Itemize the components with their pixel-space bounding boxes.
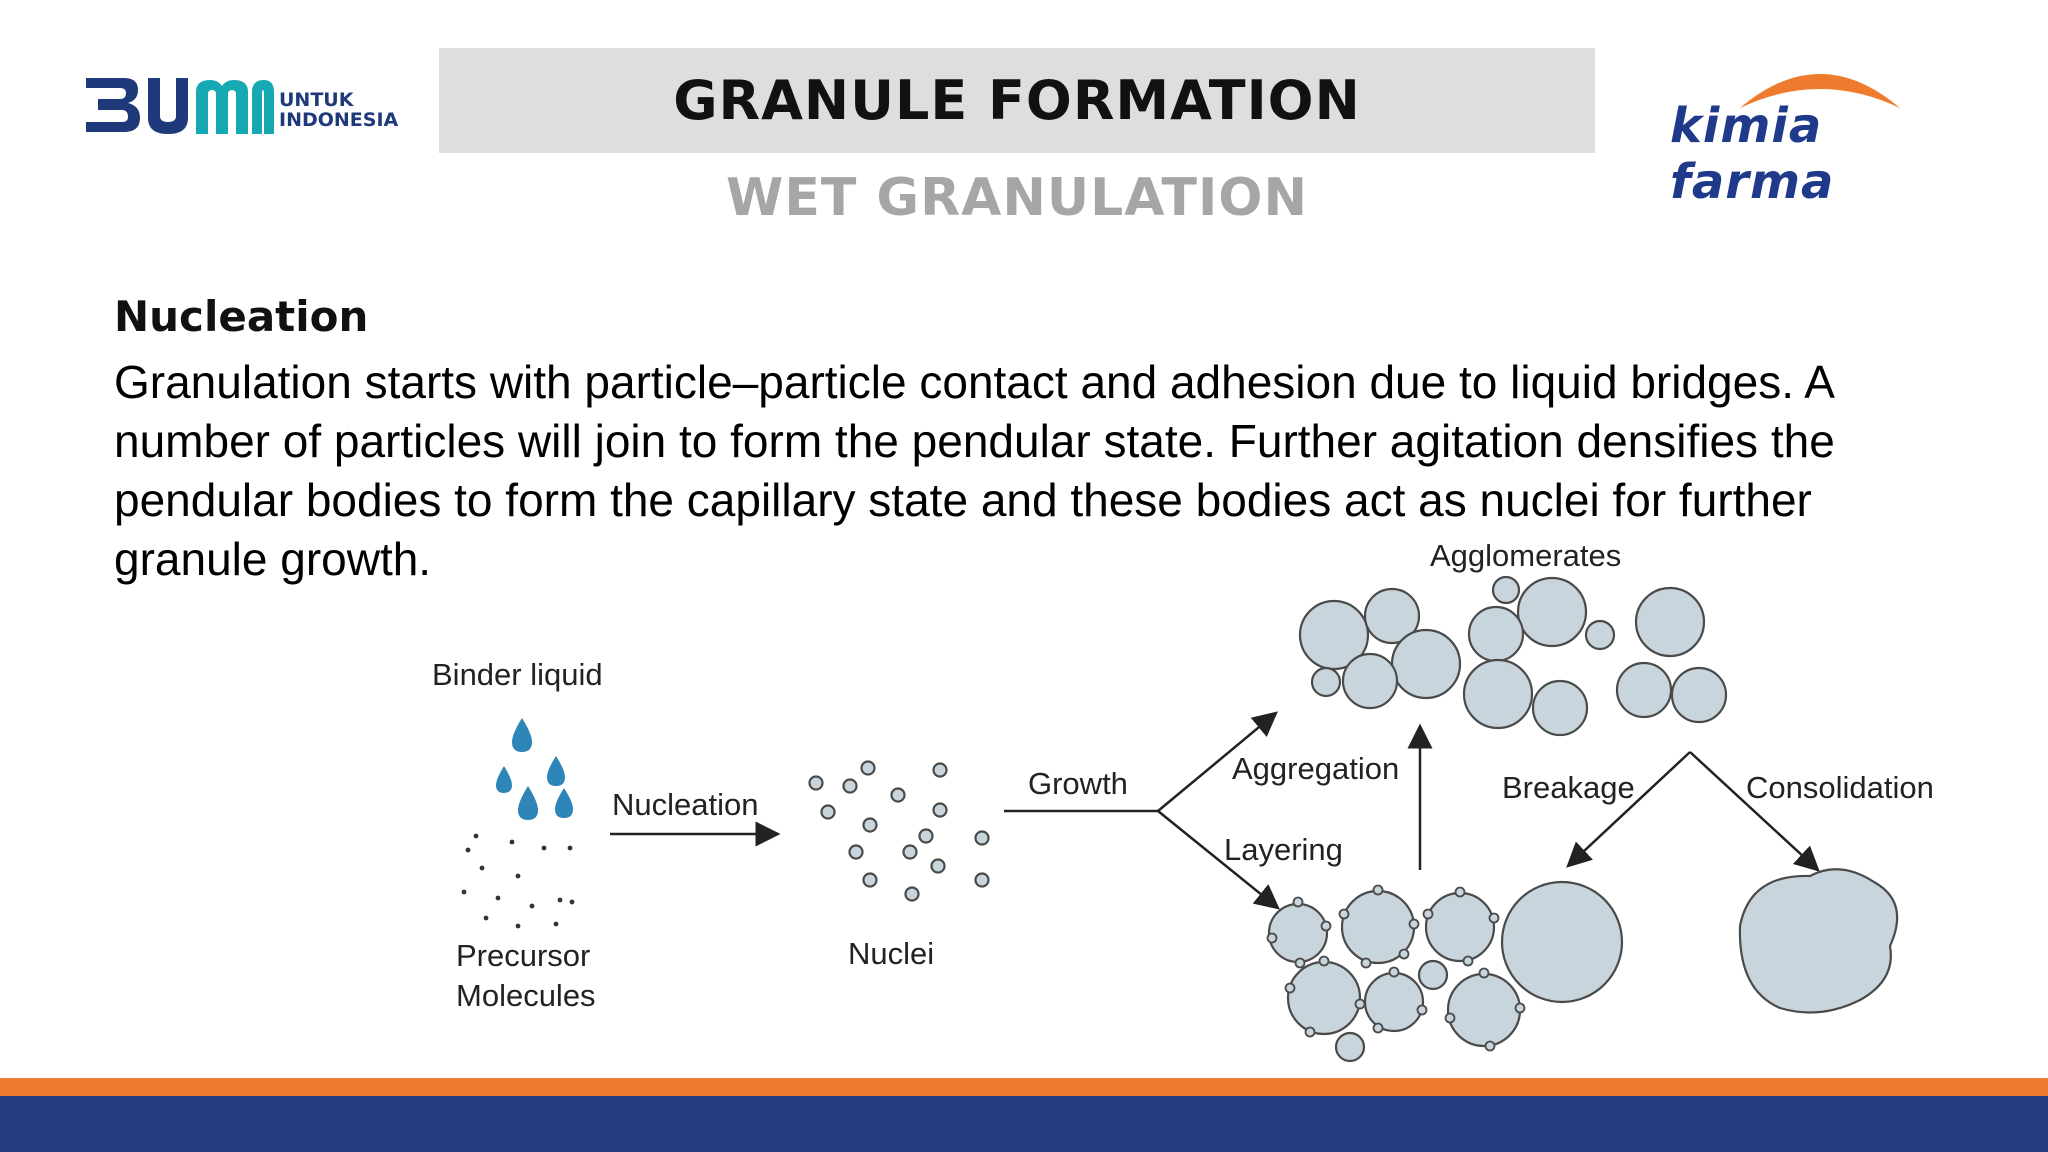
label-layering: Layering [1224, 832, 1343, 867]
label-growth: Growth [1028, 766, 1128, 801]
breakage-granule [1502, 882, 1622, 1002]
label-aggregation: Aggregation [1232, 751, 1400, 786]
bumn-tagline-line2: INDONESIA [279, 109, 399, 131]
section-heading: Nucleation [114, 292, 369, 341]
granule-formation-diagram [420, 530, 1980, 1070]
page-subtitle: WET GRANULATION [725, 168, 1309, 228]
kimia-farma-wordmark: kimia farma [1670, 98, 1835, 210]
footer-navy-band [0, 1096, 2048, 1152]
agglomerate-particles [1300, 577, 1726, 735]
page-title: GRANULE FORMATION [673, 69, 1361, 132]
label-precursor-line1: Precursor [456, 938, 591, 973]
nuclei-particles [810, 762, 989, 901]
label-nuclei: Nuclei [848, 936, 935, 971]
droplet-icon [496, 718, 573, 820]
bumn-logo [84, 72, 399, 140]
footer-orange-stripe [0, 1078, 2048, 1096]
bumn-tagline [279, 90, 398, 130]
bumn-tagline-line1: UNTUK [279, 89, 354, 111]
kimia-farma-logo [1660, 50, 1980, 210]
bumn-mark-icon [84, 72, 274, 140]
section-paragraph: Granulation starts with particle–particle contact and adhesion due to liquid bridges. A number of particles will join to form the pendular state. Further agitation densifies the pendular bodies to form the capillary state and these bodies act as nuclei for further granule growth. [114, 356, 1835, 585]
label-nucleation: Nucleation [612, 787, 759, 822]
label-precursor-line2: Molecules [456, 978, 596, 1013]
label-breakage: Breakage [1502, 770, 1635, 805]
title-bar [439, 48, 1595, 153]
label-binder-liquid: Binder liquid [432, 657, 603, 692]
label-agglomerates: Agglomerates [1430, 538, 1622, 573]
consolidated-granule [1740, 869, 1897, 1012]
label-consolidation: Consolidation [1746, 770, 1934, 805]
precursor-molecules-dots [462, 834, 575, 929]
